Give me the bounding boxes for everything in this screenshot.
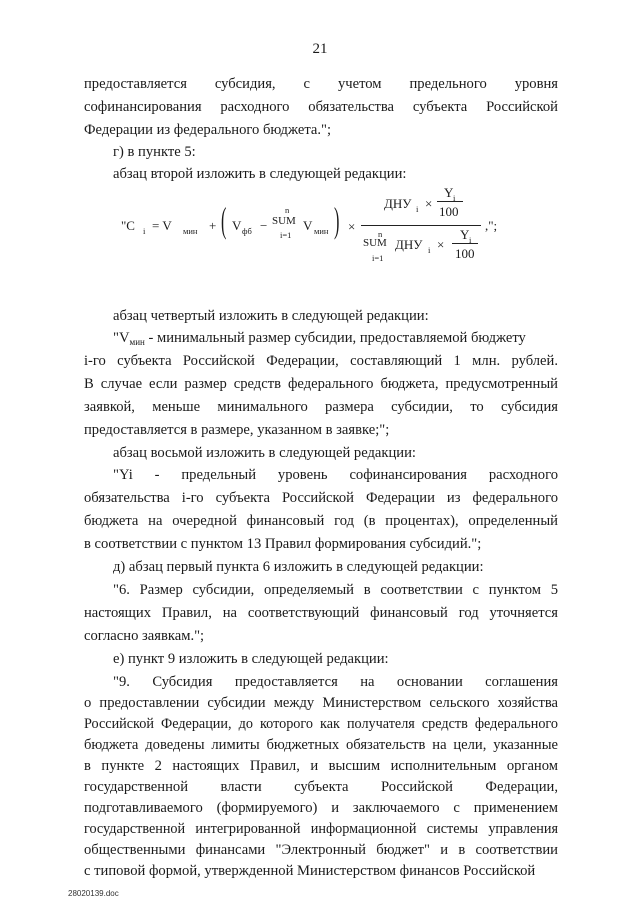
text-line: Российской Федерации, до которого как получателя средств федерального (84, 716, 558, 732)
formula-fraction-bar (361, 225, 481, 226)
formula-times: × (348, 219, 356, 234)
text-line: абзац восьмой изложить в следующей редакции: (113, 445, 416, 461)
formula-den-inner-bar (452, 243, 478, 244)
formula-sum-n: n (285, 205, 290, 215)
formula-minus: − (260, 218, 268, 233)
text-line: г) в пункте 5: (113, 144, 196, 160)
text-line: "9. Субсидия предоставляется на основании соглашения (113, 674, 558, 690)
text-line: i-го субъекта Российской Федерации, составляющий 1 млн. рублей. (84, 353, 558, 369)
formula-plus: + (209, 218, 217, 233)
formula-num-sub-i: i (416, 204, 419, 214)
formula-num-times: × (425, 196, 433, 211)
formula-vfb: V (232, 218, 242, 233)
text-line: подготавливаемого (формируемого) и заключаемого с применением (84, 800, 558, 816)
formula-den-n: n (378, 229, 383, 239)
text-line (113, 329, 558, 348)
text-line: в соответствии с пунктом 13 Правил формирования субсидий."; (84, 536, 482, 552)
text-line: предоставляется субсидия, с учетом предельного уровня (84, 76, 558, 92)
formula-den-100: 100 (455, 246, 475, 261)
formula-sum: SUM (272, 215, 296, 227)
text-line: е) пункт 9 изложить в следующей редакции: (113, 651, 389, 667)
text-line: с типовой формой, утвержденной Министерством финансов Российской (84, 863, 536, 879)
formula-close: ,"; (485, 218, 498, 233)
formula-num-dnu: ДНУ (384, 196, 412, 211)
text-line: согласно заявкам."; (84, 628, 205, 644)
text-line: бюджета доведены лимиты бюджетных обязательств на цели, указанные (84, 737, 558, 753)
text-line: общественными финансами "Электронный бюджет" и в соответствии (84, 842, 558, 858)
text-line: Федерации из федерального бюджета."; (84, 122, 332, 138)
text-line: софинансирования расходного обязательства субъекта Российской (84, 99, 558, 115)
text-line: обязательства i-го субъекта Российской Федерации из федерального (84, 490, 558, 506)
text-line: государственной интегрированной информационной системы управления (84, 821, 558, 837)
formula-paren-close: ) (334, 200, 340, 240)
formula-den-index: i=1 (372, 253, 384, 263)
text-line: предоставляется в размере, указанном в заявке;"; (84, 422, 390, 438)
text-line: в пункте 2 настоящих Правил, и высшим исполнительным органом (84, 758, 558, 774)
formula-den-times: × (437, 237, 445, 252)
formula-sub-i: i (143, 226, 146, 236)
formula-c: "C (121, 218, 135, 233)
formula-sub-min2: мин (314, 226, 329, 236)
text-line: настоящих Правил, на соответствующий финансовый год уточняется (84, 605, 558, 621)
formula-den-y: Y (460, 227, 470, 242)
page-number: 21 (312, 41, 328, 57)
formula-num-y-sub: i (453, 193, 456, 203)
formula-num-100: 100 (439, 204, 459, 219)
text-line: бюджета на очередной финансовый год (в процентах), определенный (84, 513, 558, 529)
formula-v-min2: V (303, 218, 313, 233)
formula-eq-v: = V (152, 218, 172, 233)
vmin-sub: мин (129, 337, 145, 347)
text-line: государственной власти субъекта Российской Федерации, (84, 779, 558, 795)
formula-paren-open: ( (221, 200, 227, 240)
text-line: д) абзац первый пункта 6 изложить в следующей редакции: (113, 559, 484, 575)
vmin-rest: - минимальный размер субсидии, предоставляемой бюджету (144, 330, 526, 346)
text-line: В случае если размер средств федерального бюджета, предусмотренный (84, 376, 558, 392)
text-line: "6. Размер субсидии, определяемый в соответствии с пунктом 5 (113, 582, 558, 598)
text-line: абзац второй изложить в следующей редакции: (113, 166, 407, 182)
formula-den-y-sub: i (469, 235, 472, 245)
text-line: заявкой, меньше минимального размера субсидии, то субсидия (84, 399, 558, 415)
formula-den-dnu: ДНУ (395, 237, 423, 252)
formula-den-sub-i: i (428, 245, 431, 255)
text-line: абзац четвертый изложить в следующей редакции: (113, 308, 429, 324)
text-line: о предоставлении субсидии между Министерством сельского хозяйства (84, 695, 558, 711)
formula-den-sum: SUM (363, 237, 387, 249)
formula-num-y: Y (444, 185, 454, 200)
vmin-quote: "V (113, 330, 130, 346)
formula-sum-index: i=1 (280, 230, 292, 240)
formula-sub-min: мин (183, 226, 198, 236)
text-line: "Yi - предельный уровень софинансирования расходного (113, 467, 558, 483)
formula-inner-fraction-bar (437, 201, 463, 202)
footer-filename: 28020139.doc (68, 889, 119, 898)
formula-sub-fb: фб (242, 226, 252, 236)
